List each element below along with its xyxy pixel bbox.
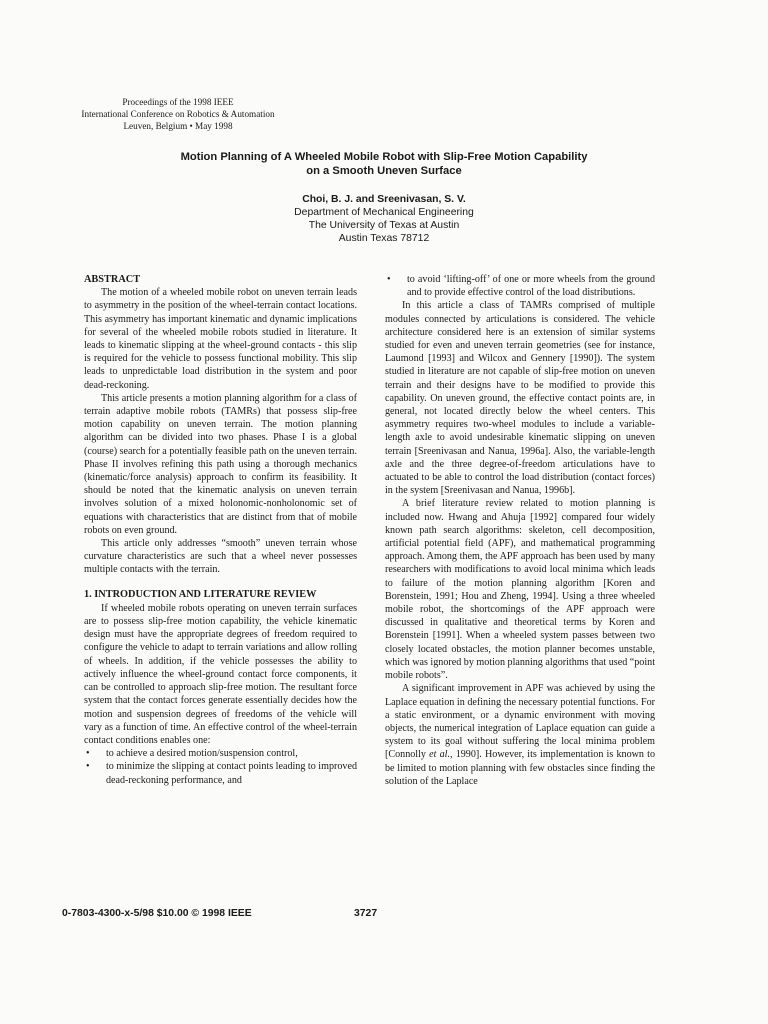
proceedings-line-3: Leuven, Belgium • May 1998 (123, 121, 233, 131)
bullet-item (84, 747, 357, 760)
right-column (385, 273, 655, 788)
proceedings-info (78, 96, 278, 132)
copyright-footer: 0-7803-4300-x-5/98 $10.00 © 1998 IEEE (62, 908, 252, 919)
author-university: The University of Texas at Austin (308, 220, 460, 231)
bullet-item (84, 760, 357, 786)
body-paragraph (385, 682, 655, 788)
bullet-item (385, 273, 655, 299)
abstract-heading: ABSTRACT (84, 274, 141, 285)
author-block (184, 193, 584, 245)
body-text-italic: et al. (429, 749, 450, 761)
author-department: Department of Mechanical Engineering (294, 207, 474, 218)
title-line-2: on a Smooth Uneven Surface (306, 165, 462, 177)
abstract-paragraph: The motion of a wheeled mobile robot on uneven terrain leads to asymmetry in the position of the wheel-terrain contact locations. This asymmetry has important kinematic and dynamic implications for several of the wheeled mobile robots studied in literature. It leads to kinematic slipping at the wheel-ground contacts - this slip is required for the vehicle to possess functional mobility. This slip leads to unpredictable load distribution in the system and poor dead-reckoning. (84, 287, 357, 391)
proceedings-line-2: International Conference on Robotics & Automation (81, 109, 275, 119)
left-column (84, 273, 357, 787)
author-location: Austin Texas 78712 (338, 233, 430, 244)
body-paragraph: A brief literature review related to motion planning is included now. Hwang and Ahuja [1992] compared four widely known path search algorithms: skeleton, cell decomposition, artificial potential field (APF), and mathematical programming approach. Among them, the APF approach has been used by many researchers with modifications to avoid local minima which leads to failure of the motion planning algorithm [Koren and Borenstein, 1991; Hou and Zheng, 1994]. Using a three wheeled mobile robot, the shortcomings of the APF approach were discussed in qualitative and theoretical terms by Koren and Borenstein [1991]. When a wheeled system passes between two closely located obstacles, the motion planner becomes unstable, which was ignored by motion planning algorithms that used “point mobile robots”. (385, 498, 655, 682)
abstract-paragraph: This article only addresses “smooth” uneven terrain whose curvature characteristics are such that a wheel never possesses multiple contacts with the terrain. (84, 538, 357, 576)
bullet-text: to achieve a desired motion/suspension control, (106, 748, 298, 760)
bullet-marker: • (86, 748, 90, 760)
body-text: A significant improvement in APF was achieved by using the Laplace equation in defining the necessary potential functions. For a static environment, or a dynamic environment with moving objects, the numerical integration of Laplace equation can guide a system to its goal without suffering the local minima problem [Connolly (385, 683, 655, 761)
title-line-1: Motion Planning of A Wheeled Mobile Robot with Slip-Free Motion Capability (180, 151, 588, 163)
bullet-marker: • (387, 274, 391, 285)
page-number: 3727 (354, 908, 378, 919)
introduction-heading: 1. INTRODUCTION AND LITERATURE REVIEW (84, 588, 317, 600)
intro-paragraph: If wheeled mobile robots operating on uneven terrain surfaces are to possess slip-free motion capability, the vehicle kinematic design must have the appropriate degrees of freedom required to configure the vehicle to adapt to terrain variations and allow rolling of wheels. In addition, if the vehicle possesses the ability to actively influence the wheel-ground contact force components, it can be controlled to approach slip-free motion. The resultant force system that the contact forces generate essentially decides how the motion and suspension degrees of freedoms of the vehicle will vary as a function of time. An effective control of the wheel-terrain contact conditions enables one: (84, 602, 357, 746)
author-names: Choi, B. J. and Sreenivasan, S. V. (302, 194, 466, 205)
proceedings-line-1: Proceedings of the 1998 IEEE (122, 97, 234, 107)
bullet-marker: • (86, 761, 90, 773)
body-paragraph: In this article a class of TAMRs comprised of multiple modules connected by articulations is considered. The vehicle architecture considered here is an extension of similar systems studied for even and uneven terrain geometries (see for instance, Laumond [1993] and Wilcox and Gennery [1990]). The system studied in literature are not capable of slip-free motion on uneven terrain and their designs have to be modified to provide this capability. On uneven ground, the effective contact points are, in general, not located directly below the wheel centers. This asymmetry requires two-wheel modules to include a variable-length axle to avoid undesirable kinematic slipping on uneven terrain [Sreenivasan and Nanua, 1996a]. Also, the variable-length axle and the three degree-of-freedom articulations have to actuated to be able to control the load distribution (contact forces) in the system [Sreenivasan and Nanua, 1996b]. (385, 300, 655, 497)
abstract-paragraph: This article presents a motion planning algorithm for a class of terrain adaptive mobile robots (TAMRs) that possess slip-free motion capability on uneven terrain. The motion planning algorithm can be divided into two phases. Phase I is a global (course) search for a potentially feasible path on the uneven terrain. Phase II involves refining this path using a thorough mechanics (kinematic/force analysis) approach to confirm its feasibility. It should be noted that the kinematic analysis on uneven terrain involves solution of a mixed holonomic-nonholonomic set of equations with characteristics that are distinct from that of mobile robots on even ground. (84, 392, 357, 536)
bullet-text: to minimize the slipping at contact points leading to improved dead-reckoning performance, and (106, 761, 357, 786)
paper-title (100, 150, 668, 178)
bullet-text: to avoid ‘lifting-off’ of one or more wheels from the ground and to provide effective control of the load distributions. (407, 274, 655, 299)
body-text: , 1990]. However, its implementation is known to be limited to motion planning with few obstacles since finding the solution of the Laplace (385, 749, 656, 787)
